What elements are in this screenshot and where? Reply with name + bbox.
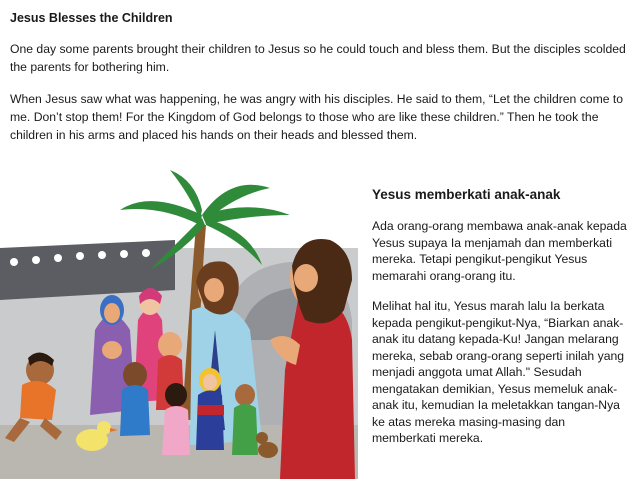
- english-title: Jesus Blesses the Children: [10, 11, 173, 25]
- english-paragraph-2: When Jesus saw what was happening, he was angry with his disciples. He said to them, “Let the children come to me. Don’t stop them! For the Kingdom of God belongs to those who are like these children.” Then he took the children in his arms and placed his hands on their heads and blessed them.: [10, 92, 624, 142]
- bible-story-illustration: [0, 170, 358, 479]
- english-text-block: [10, 10, 626, 144]
- indonesian-paragraph-1: Ada orang-orang membawa anak-anak kepada Yesus supaya Ia menjamah dan memberkati mereka. Tetapi pengikut-pengikut Yesus memarahi orang-orang itu.: [372, 219, 627, 283]
- indonesian-title: Yesus memberkati anak-anak: [372, 187, 561, 202]
- indonesian-text-block: [372, 186, 628, 461]
- indonesian-paragraph-2: Melihat hal itu, Yesus marah lalu Ia berkata kepada pengikut-pengikut-Nya, “Biarkan anak-anak itu datang kepada-Ku! Jangan melarang mereka, sebab orang-orang seperti inilah yang menjadi anggota umat Allah." Sesudah mengatakan demikian, Yesus memeluk anak-anak itu, kemudian Ia meletakkan tangan-Nya ke atas mereka masing-masing dan memberkati mereka.: [372, 299, 625, 445]
- english-paragraph-1: One day some parents brought their children to Jesus so he could touch and bless them. But the disciples scolded the parents for bothering him.: [10, 42, 626, 74]
